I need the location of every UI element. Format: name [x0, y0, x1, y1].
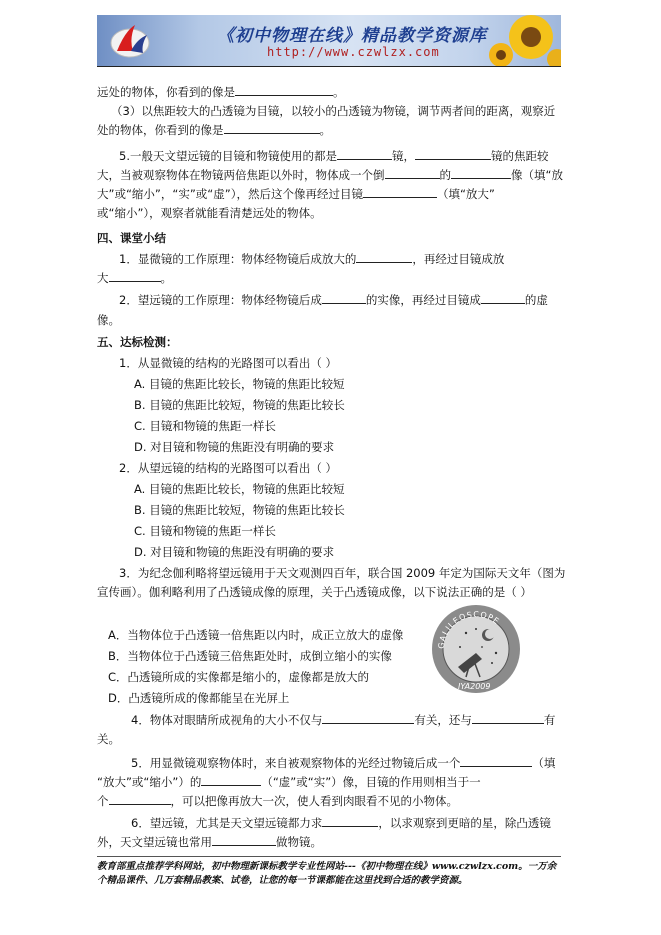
text-line: 大 。: [97, 271, 172, 285]
option: A. 目镜的焦距比较长，物镜的焦距比较短: [134, 482, 345, 496]
text-line: 6．望远镜，尤其是天文望远镜都力求 ，以求观察到更暗的星，除凸透镜: [131, 816, 551, 830]
question: 宣传画）。伽利略利用了凸透镜成像的原理，关于凸透镜成像，以下说法正确的是（ ）: [97, 585, 532, 599]
blank: [212, 834, 276, 846]
blank: [109, 793, 171, 805]
blank: [322, 292, 366, 304]
option: D. 对目镜和物镜的焦距没有明确的要求: [134, 440, 335, 454]
svg-text:GALILEOSCOPE: GALILEOSCOPE: [436, 609, 502, 650]
site-url[interactable]: http://www.czwlzx.com: [267, 45, 440, 59]
option: B．当物体位于凸透镜三倍焦距处时，成倒立缩小的实像: [108, 649, 392, 663]
text-line: 1．显微镜的工作原理：物体经物镜后成放大的 ，再经过目镜成放: [119, 252, 505, 266]
option: C. 目镜和物镜的焦距一样长: [134, 524, 276, 538]
text-line: 远处的物体，你看到的像是 。: [97, 85, 345, 99]
blank: [363, 186, 437, 198]
site-title: 《初中物理在线》精品教学资源库: [217, 26, 487, 46]
option: C. 目镜和物镜的焦距一样长: [134, 419, 276, 433]
question: 2．从望远镜的结构的光路图可以看出（ ）: [119, 461, 337, 475]
footer-line: 教育部重点推荐学科网站，初中物理新课标教学专业性网站---《初中物理在线》www.czwlzx.com。一万余: [97, 861, 557, 872]
option: B. 目镜的焦距比较短，物镜的焦距比较长: [134, 503, 345, 517]
blank: [322, 815, 378, 827]
option: A. 目镜的焦距比较长，物镜的焦距比较短: [134, 377, 345, 391]
question: 1．从显微镜的结构的光路图可以看出（ ）: [119, 356, 337, 370]
header-banner: [97, 15, 561, 66]
section-heading: 四、课堂小结: [97, 231, 166, 245]
option: A．当物体位于凸透镜一倍焦距以内时，成正立放大的虚像: [108, 628, 404, 642]
blank: [385, 167, 440, 179]
text-line: 大，当被观察物体在物镜两倍焦距以外时，物体成一个倒 的 像（填“放: [97, 168, 563, 182]
section-heading: 五、达标检测：: [97, 335, 178, 349]
blank: [472, 712, 544, 724]
blank: [451, 167, 511, 179]
footer-line: 个精品课件、几万套精品教案、试卷，让您的每一节课都能在这里找到合适的教学资源。: [97, 875, 468, 886]
sunflower-icon: [481, 15, 561, 66]
text-line: 大”或“缩小”，“实”或“虚”），然后这个像再经过目镜 （填“放大”: [97, 187, 495, 201]
text-line: 关。: [97, 732, 120, 746]
option: D. 对目镜和物镜的焦距没有明确的要求: [134, 545, 335, 559]
option: D．凸透镜所成的像都能呈在光屏上: [108, 691, 290, 705]
blank: [460, 755, 532, 767]
footer-divider: [97, 856, 561, 857]
blank: [322, 712, 414, 724]
text-line: 4．物体对眼睛所成视角的大小不仅与 有关，还与 有: [131, 713, 556, 727]
blank: [481, 292, 525, 304]
blank: [337, 148, 392, 160]
galileoscope-seal-image: [430, 603, 522, 695]
text-line: 处的物体，你看到的像是 。: [97, 123, 331, 137]
option: B. 目镜的焦距比较短，物镜的焦距比较长: [134, 398, 345, 412]
blank: [201, 774, 261, 786]
text-line: “放大”或“缩小”）的 （“虚”或“实”）像，目镜的作用则相当于一: [97, 775, 481, 789]
text-line: 5．用显微镜观察物体时，来自被观察物体的光经过物镜后成一个 （填: [131, 756, 556, 770]
header-divider: [97, 66, 561, 67]
option: C．凸透镜所成的实像都是缩小的，虚像都是放大的: [108, 670, 370, 684]
text-line: 或“缩小”），观察者就能看清楚远处的物体。: [97, 206, 322, 220]
text-line: 2．望远镜的工作原理：物体经物镜后成 的实像，再经过目镜成 的虚: [119, 293, 548, 307]
text-line: 5.一般天文望远镜的目镜和物镜使用的都是 镜， 镜的焦距较: [119, 149, 549, 163]
blank: [235, 84, 333, 96]
text-line: 像。: [97, 313, 120, 327]
text-line: 外，天文望远镜也常用 做物镜。: [97, 835, 322, 849]
blank: [109, 270, 161, 282]
text-line: （3）以焦距较大的凸透镜为目镜，以较小的凸透镜为物镜，调节两者间的距离，观察近: [111, 104, 556, 118]
question: 3．为纪念伽利略将望远镜用于天文观测四百年，联合国 2009 年定为国际天文年（图为: [119, 566, 566, 580]
svg-text:IYA2009: IYA2009: [458, 682, 491, 691]
site-logo-icon: [109, 21, 151, 61]
text-line: 个 ，可以把像再放大一次，使人看到肉眼看不见的小物体。: [97, 794, 458, 808]
blank: [356, 251, 412, 263]
blank: [224, 122, 320, 134]
blank: [415, 148, 491, 160]
